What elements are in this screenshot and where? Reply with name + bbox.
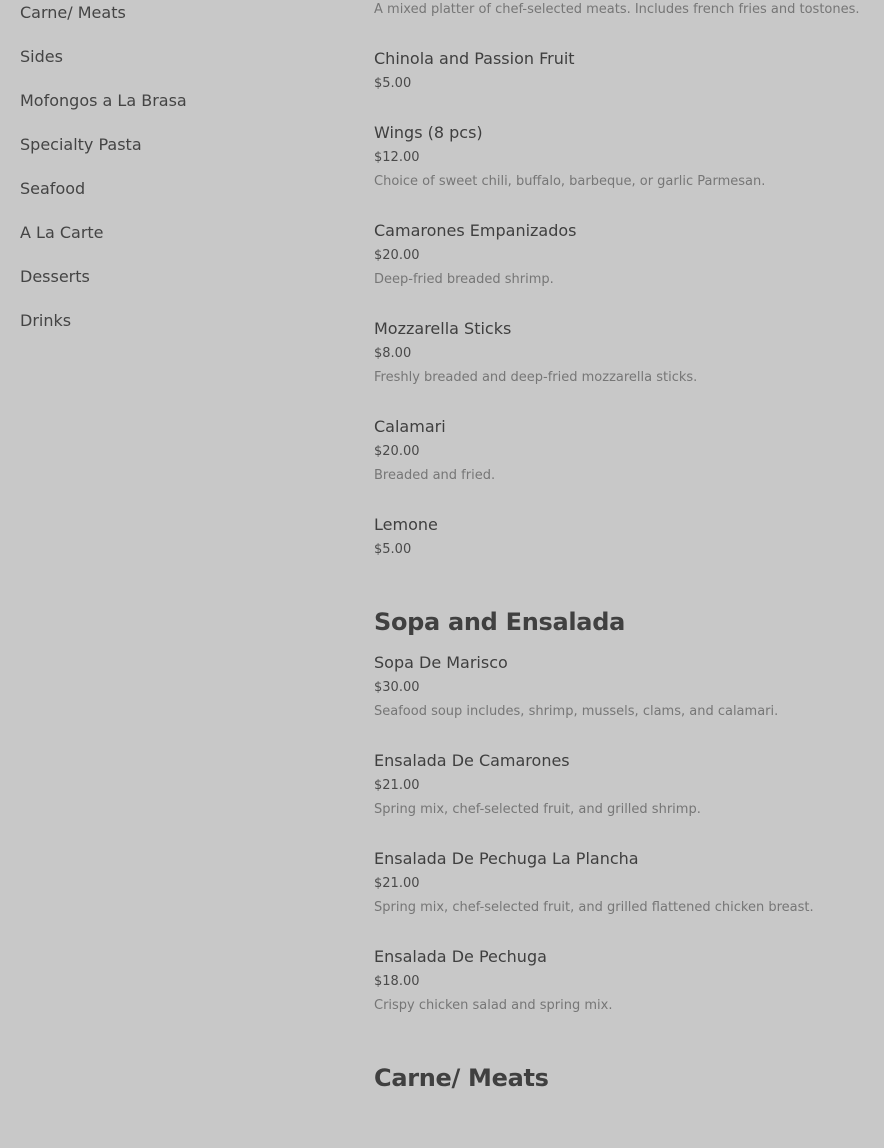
menu-item[interactable] [374,512,874,562]
item-name: Ensalada De Camarones [374,751,570,770]
item-price: $5.00 [374,76,412,91]
menu-item[interactable] [374,316,874,390]
menu-item[interactable] [374,218,874,292]
item-description: A mixed platter of chef-selected meats. Includes french fries and tostones. [374,2,860,17]
menu-item-partial [374,0,874,22]
item-price: $21.00 [374,876,420,891]
category-sidebar [20,0,340,343]
item-description: Spring mix, chef-selected fruit, and grilled shrimp. [374,802,701,817]
section-title-carne: Carne/ Meats [374,1064,549,1092]
item-price: $20.00 [374,444,420,459]
item-description: Choice of sweet chili, buffalo, barbeque, or garlic Parmesan. [374,174,766,189]
menu-item[interactable] [374,944,874,1018]
item-name: Mozzarella Sticks [374,319,512,338]
item-price: $5.00 [374,542,412,557]
item-price: $8.00 [374,346,412,361]
item-name: Camarones Empanizados [374,221,577,240]
item-name: Wings (8 pcs) [374,123,483,142]
sidebar-item-mofongos[interactable]: Mofongos a La Brasa [20,91,187,110]
menu-item[interactable] [374,414,874,488]
menu-item[interactable] [374,846,874,920]
menu-item[interactable] [374,748,874,822]
sidebar-item-drinks[interactable]: Drinks [20,311,72,330]
item-description: Freshly breaded and deep-fried mozzarella sticks. [374,370,698,385]
item-name: Sopa De Marisco [374,653,508,672]
item-name: Ensalada De Pechuga La Plancha [374,849,639,868]
item-price: $21.00 [374,778,420,793]
section-title-sopa: Sopa and Ensalada [374,608,625,636]
sidebar-item-a-la-carte[interactable]: A La Carte [20,223,104,242]
sidebar-item-specialty-pasta[interactable]: Specialty Pasta [20,135,142,154]
item-description: Deep-fried breaded shrimp. [374,272,554,287]
item-description: Seafood soup includes, shrimp, mussels, clams, and calamari. [374,704,779,719]
menu-item[interactable] [374,120,874,194]
sidebar-item-desserts[interactable]: Desserts [20,267,90,286]
item-price: $18.00 [374,974,420,989]
sidebar-item-sides[interactable]: Sides [20,47,63,66]
item-name: Lemone [374,515,438,534]
item-price: $30.00 [374,680,420,695]
menu-item[interactable] [374,46,874,96]
menu-item[interactable] [374,650,874,724]
item-name: Ensalada De Pechuga [374,947,547,966]
item-description: Crispy chicken salad and spring mix. [374,998,613,1013]
item-description: Spring mix, chef-selected fruit, and grilled flattened chicken breast. [374,900,814,915]
sidebar-item-seafood[interactable]: Seafood [20,179,86,198]
item-name: Chinola and Passion Fruit [374,49,575,68]
item-price: $12.00 [374,150,420,165]
menu-content [374,0,874,1106]
item-price: $20.00 [374,248,420,263]
sidebar-item-carne-meats[interactable]: Carne/ Meats [20,3,126,22]
item-name: Calamari [374,417,446,436]
item-description: Breaded and fried. [374,468,496,483]
